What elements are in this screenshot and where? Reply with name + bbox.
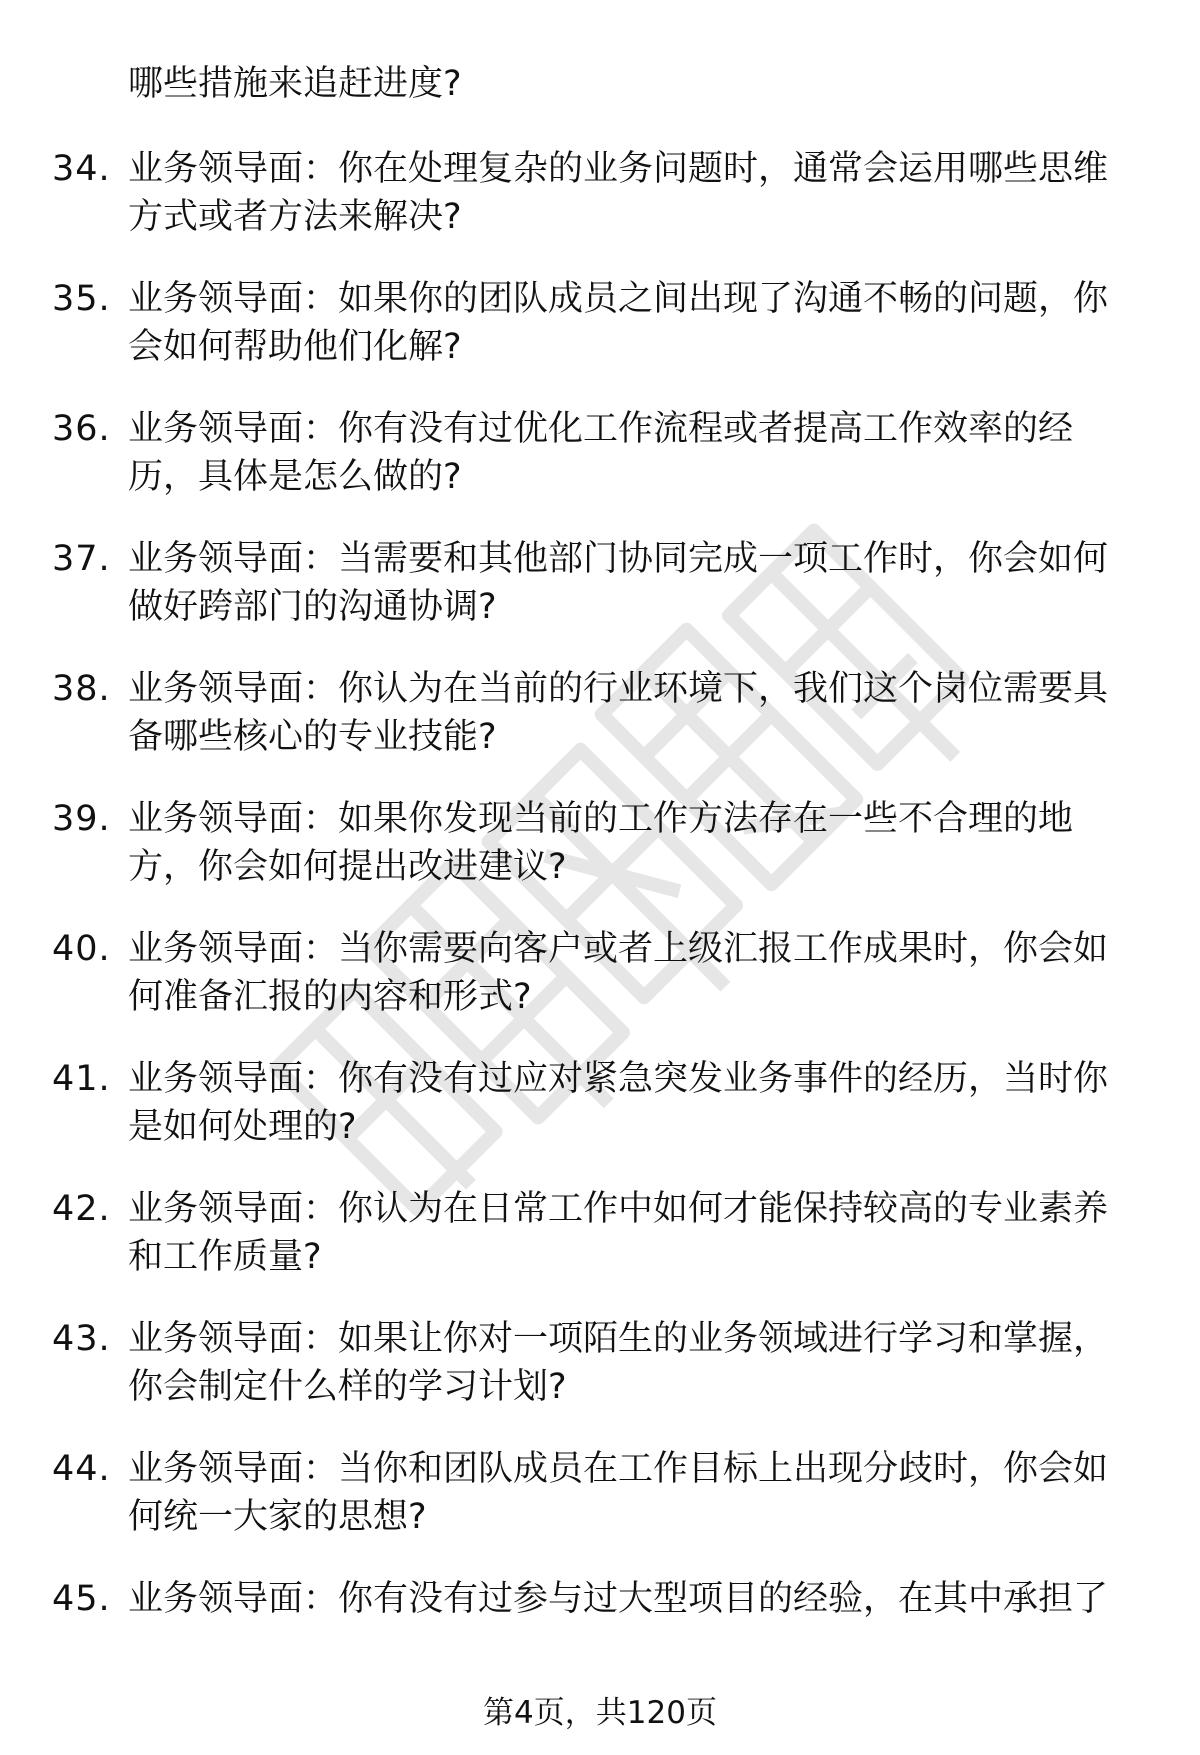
question-text: 业务领导面：你有没有过应对紧急突发业务事件的经历，当时你是如何处理的? [128,1059,1109,1147]
question-item [0,1055,1200,1185]
question-number: 44. [52,1449,111,1489]
question-text: 业务领导面：你认为在日常工作中如何才能保持较高的专业素养和工作质量? [128,1189,1109,1277]
question-item [0,665,1200,795]
question-item [0,925,1200,1055]
question-number: 45. [52,1579,111,1619]
continuation-text: 哪些措施来追赶进度? [128,64,462,104]
question-number: 43. [52,1319,111,1359]
page-footer: 第4页，共120页 [483,1695,717,1731]
question-text: 业务领导面：如果你的团队成员之间出现了沟通不畅的问题，你会如何帮助他们化解? [128,279,1109,367]
question-text: 业务领导面：如果让你对一项陌生的业务领域进行学习和掌握，你会制定什么样的学习计划? [128,1319,1109,1407]
question-number: 39. [52,799,111,839]
question-number: 42. [52,1189,111,1229]
question-text: 业务领导面：你在处理复杂的业务问题时，通常会运用哪些思维方式或者方法来解决? [128,149,1109,237]
question-item [0,1315,1200,1445]
question-number: 34. [52,149,111,189]
question-number: 41. [52,1059,111,1099]
question-text: 业务领导面：你有没有过优化工作流程或者提高工作效率的经历，具体是怎么做的? [128,409,1074,497]
question-text: 业务领导面：当需要和其他部门协同完成一项工作时，你会如何做好跨部门的沟通协调? [128,539,1109,627]
question-number: 38. [52,669,111,709]
question-text: 业务领导面：当你和团队成员在工作目标上出现分歧时，你会如何统一大家的思想? [128,1449,1109,1537]
question-item [0,1445,1200,1575]
question-text: 业务领导面：如果你发现当前的工作方法存在一些不合理的地方，你会如何提出改进建议? [128,799,1074,887]
question-item [0,145,1200,275]
question-item [0,1185,1200,1315]
question-text: 业务领导面：当你需要向客户或者上级汇报工作成果时，你会如何准备汇报的内容和形式? [128,929,1109,1017]
question-list [0,145,1200,1705]
question-item [0,535,1200,665]
question-item [0,795,1200,925]
question-number: 37. [52,539,111,579]
question-text: 业务领导面：你有没有过参与过大型项目的经验，在其中承担了 [128,1579,1109,1619]
question-item [0,275,1200,405]
question-text: 业务领导面：你认为在当前的行业环境下，我们这个岗位需要具备哪些核心的专业技能? [128,669,1109,757]
question-number: 35. [52,279,111,319]
question-number: 40. [52,929,111,969]
question-item [0,1575,1200,1705]
question-number: 36. [52,409,111,449]
question-item [0,405,1200,535]
